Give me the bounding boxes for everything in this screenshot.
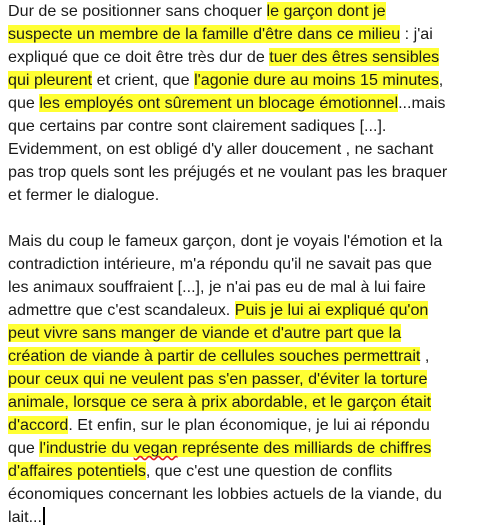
highlighted-text: d'affaires potentiels	[8, 462, 146, 480]
text-line	[8, 506, 492, 529]
text-line	[8, 483, 492, 506]
text-run: pas trop quels sont les préjugés et ne voulant pas les braquer	[8, 163, 448, 181]
text-line	[8, 299, 492, 322]
text-run: que certains par contre sont clairement sadiques [...].	[8, 117, 387, 135]
highlighted-text: représente des milliards de chiffres	[177, 439, 432, 457]
text-run: , que c'est une question de conflits	[145, 462, 393, 480]
text-line	[8, 92, 492, 115]
text-run: expliqué que ce doit être très dur de	[8, 48, 270, 66]
text-line	[8, 368, 492, 391]
text-run: ...mais	[398, 94, 446, 112]
text-run: Dur de se positionner sans choquer	[8, 2, 267, 20]
highlighted-text: pour ceux qui ne veulent pas s'en passer, d'éviter la torture	[8, 370, 428, 388]
highlighted-text: l'industrie du	[39, 439, 134, 457]
text-run: : j'ai	[400, 25, 433, 43]
highlighted-text: tuer des êtres sensibles	[269, 48, 440, 66]
text-run: . Et enfin, sur le plan économique, je lui ai répondu	[68, 416, 430, 434]
highlighted-text: l'agonie dure au moins 15 minutes	[194, 71, 439, 89]
text-line	[8, 0, 492, 23]
text-run: lait...	[8, 508, 42, 526]
text-run: que	[8, 439, 40, 457]
text-run: économiques concernant les lobbies actuels de la viande, du	[8, 485, 442, 503]
highlighted-text: le garçon dont je	[266, 2, 386, 20]
text-run: et fermer le dialogue.	[8, 186, 160, 204]
highlighted-text: Puis je lui ai expliqué qu'on	[234, 301, 429, 319]
highlighted-text: suspecte un membre de la famille d'être dans ce milieu	[8, 25, 401, 43]
highlighted-text: d'accord	[8, 416, 69, 434]
spellcheck-flagged-word: vegan	[133, 439, 178, 457]
highlighted-text: qui pleurent	[8, 71, 93, 89]
text-line	[8, 115, 492, 138]
text-run: les animaux souffraient [...], je n'ai pas eu de mal à lui faire	[8, 278, 426, 296]
text-line	[8, 345, 492, 368]
text-line	[8, 230, 492, 253]
text-line	[8, 276, 492, 299]
text-line	[8, 69, 492, 92]
text-cursor	[43, 507, 45, 525]
paragraph-1	[8, 0, 492, 207]
text-run: Mais du coup le fameux garçon, dont je voyais l'émotion et la	[8, 232, 443, 250]
text-run: contradiction intérieure, m'a répondu qu'il ne savait pas que	[8, 255, 432, 273]
text-line	[8, 253, 492, 276]
highlighted-text: création de viande à partir de cellules souches permettrait	[8, 347, 421, 365]
document-body[interactable]	[8, 0, 492, 529]
paragraph-2	[8, 230, 492, 529]
text-line	[8, 161, 492, 184]
text-run: Evidemment, on est obligé d'y aller doucement , ne sachant	[8, 140, 434, 158]
highlighted-text: peut vivre sans manger de viande et d'autre part que la	[8, 324, 402, 342]
text-run: admettre que c'est scandaleux.	[8, 301, 235, 319]
text-line	[8, 437, 492, 460]
text-line	[8, 46, 492, 69]
text-run: que	[8, 94, 40, 112]
text-run: et crient, que	[92, 71, 195, 89]
text-line	[8, 138, 492, 161]
text-line	[8, 460, 492, 483]
text-line	[8, 23, 492, 46]
text-run: ,	[420, 347, 430, 365]
highlighted-text: les employés ont sûrement un blocage émotionnel	[39, 94, 399, 112]
text-line	[8, 322, 492, 345]
text-line	[8, 184, 492, 207]
text-line	[8, 391, 492, 414]
highlighted-text: animale, lorsque ce sera à prix abordable, et le garçon était	[8, 393, 432, 411]
text-line	[8, 414, 492, 437]
text-run: ,	[438, 71, 444, 89]
